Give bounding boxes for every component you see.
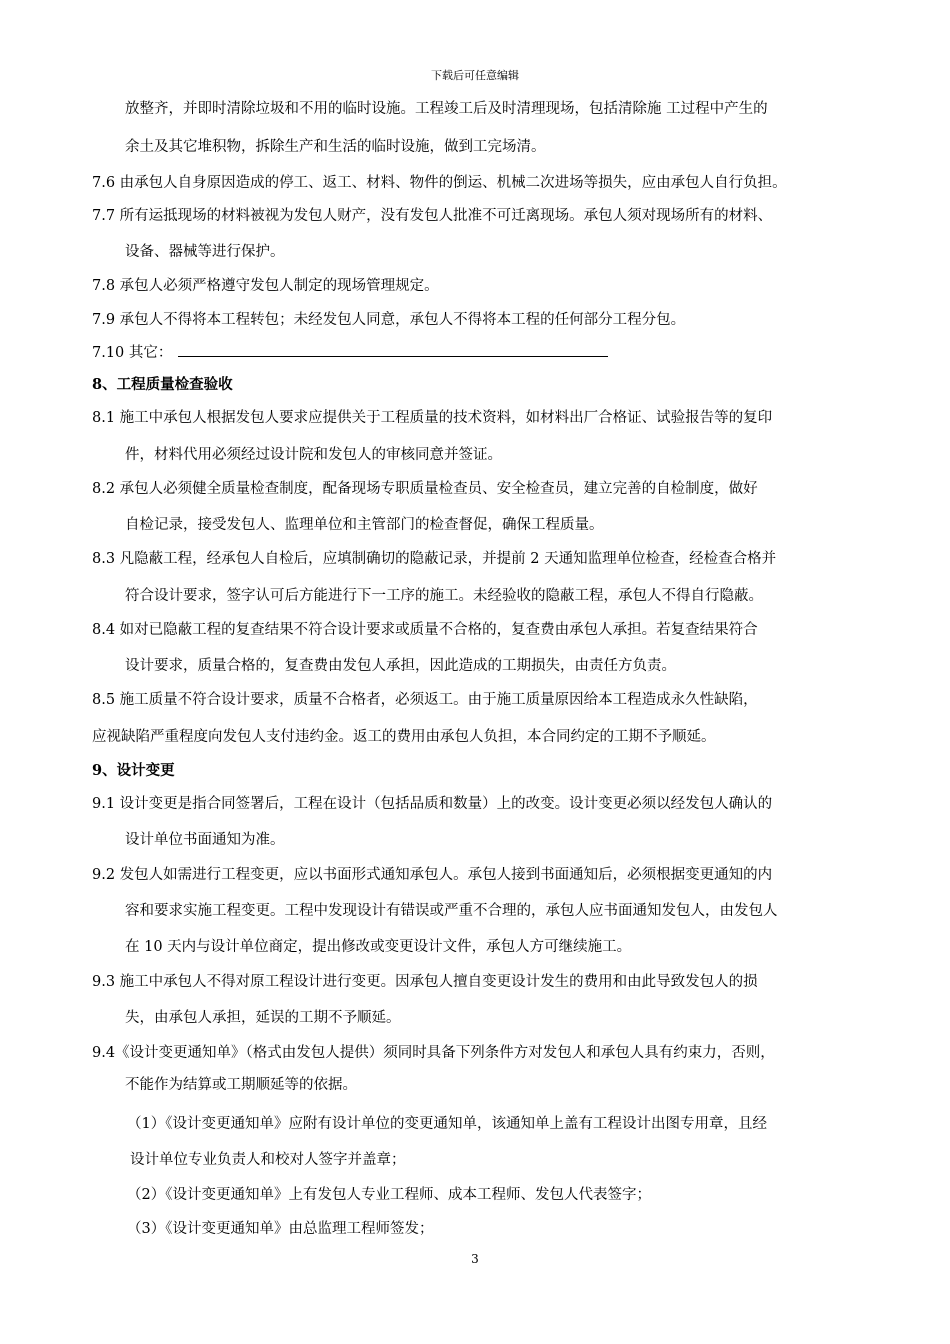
paragraph-line: 自检记录，接受发包人、监理单位和主管部门的检查督促，确保工程质量。 [125,517,604,533]
page-header: 下载后可任意编辑 [431,69,519,82]
clause-7-10-label: 7.10 其它： [92,345,173,361]
clause-7-8: 7.8 承包人必须严格遵守发包人制定的现场管理规定。 [92,278,439,294]
paragraph-line: 容和要求实施工程变更。工程中发现设计有错误或严重不合理的，承包人应书面通知发包人，由发包人 [125,903,778,919]
paragraph-line: 设计单位专业负责人和校对人签字并盖章； [130,1152,406,1168]
paragraph-line: 放整齐，并即时清除垃圾和不用的临时设施。工程竣工后及时清理现场，包括清除施 工过程中产生的 [125,101,768,117]
condition-1: （1）《设计变更通知单》应附有设计单位的变更通知单，该通知单上盖有工程设计出图专用章，且经 [127,1116,767,1132]
paragraph-line: 设计单位书面通知为准。 [125,832,285,848]
paragraph-line: 件，材料代用必须经过设计院和发包人的审核同意并签证。 [125,447,502,463]
paragraph-line: 在 10 天内与设计单位商定，提出修改或变更设计文件，承包人方可继续施工。 [125,939,632,955]
clause-8-3: 8.3 凡隐蔽工程，经承包人自检后，应填制确切的隐蔽记录，并提前 2 天通知监理单位检查，经检查合格并 [92,551,777,567]
clause-7-7: 7.7 所有运抵现场的材料被视为发包人财产，没有发包人批准不可迁离现场。承包人须对现场所有的材料、 [92,208,773,224]
paragraph-line: 应视缺陷严重程度向发包人支付违约金。返工的费用由承包人负担，本合同约定的工期不予顺延。 [92,729,716,745]
clause-9-1: 9.1 设计变更是指合同签署后，工程在设计（包括品质和数量）上的改变。设计变更必须以经发包人确认的 [92,796,773,812]
paragraph-line: 失，由承包人承担，延误的工期不予顺延。 [125,1010,401,1026]
blank-underline [178,342,608,357]
clause-9-4: 9.4《设计变更通知单》（格式由发包人提供）须同时具备下列条件方对发包人和承包人具有约束力，否则， [92,1045,775,1061]
paragraph-line: 余土及其它堆积物，拆除生产和生活的临时设施，做到工完场清。 [125,139,546,155]
section-heading-8: 8、工程质量检查验收 [92,376,233,393]
page-number: 3 [471,1252,479,1266]
clause-9-3: 9.3 施工中承包人不得对原工程设计进行变更。因承包人擅自变更设计发生的费用和由此导致发包人的损 [92,974,758,990]
clause-7-9: 7.9 承包人不得将本工程转包；未经发包人同意，承包人不得将本工程的任何部分工程分包。 [92,312,686,328]
condition-3: （3）《设计变更通知单》由总监理工程师签发； [127,1221,434,1237]
clause-8-4: 8.4 如对已隐蔽工程的复查结果不符合设计要求或质量不合格的，复查费由承包人承担。若复查结果符合 [92,622,758,638]
paragraph-line: 符合设计要求，签字认可后方能进行下一工序的施工。未经验收的隐蔽工程，承包人不得自行隐蔽。 [125,588,763,604]
clause-8-5: 8.5 施工质量不符合设计要求，质量不合格者，必须返工。由于施工质量原因给本工程造成永久性缺陷， [92,692,758,708]
clause-8-1: 8.1 施工中承包人根据发包人要求应提供关于工程质量的技术资料，如材料出厂合格证、试验报告等的复印 [92,410,773,426]
clause-9-2: 9.2 发包人如需进行工程变更，应以书面形式通知承包人。承包人接到书面通知后，必须根据变更通知的内 [92,867,773,883]
section-heading-9: 9、设计变更 [92,762,175,779]
paragraph-line: 设备、器械等进行保护。 [125,244,285,260]
condition-2: （2）《设计变更通知单》上有发包人专业工程师、成本工程师、发包人代表签字； [127,1187,651,1203]
clause-7-10 [92,342,608,363]
paragraph-line: 设计要求，质量合格的，复查费由发包人承担，因此造成的工期损失，由责任方负责。 [125,658,676,674]
clause-8-2: 8.2 承包人必须健全质量检查制度，配备现场专职质量检查员、安全检查员，建立完善的自检制度，做好 [92,481,758,497]
clause-7-6: 7.6 由承包人自身原因造成的停工、返工、材料、物件的倒运、机械二次进场等损失，应由承包人自行负担。 [92,175,787,191]
paragraph-line: 不能作为结算或工期顺延等的依据。 [125,1077,357,1093]
